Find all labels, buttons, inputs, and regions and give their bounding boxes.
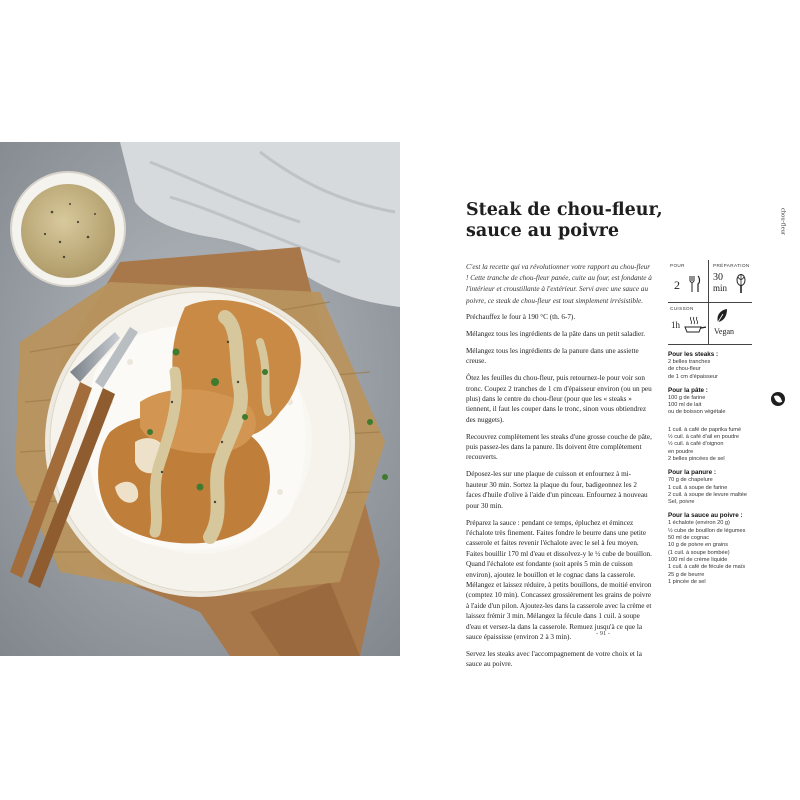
ingredient-group [668,387,752,417]
recipe-steps [466,312,652,676]
ingredient-line: 2 belles pincées de sel [668,455,725,462]
chapter-tab-label: chou-fleur [779,207,787,236]
ingredient-group [668,427,752,463]
ingredients-list [668,351,752,586]
cook-label: CUISSON [670,306,694,311]
prep-cell [711,260,751,302]
ingredient-group-heading: Pour les steaks : [668,351,719,358]
step: Recouvrez complètement les steaks d'une grosse couche de pâte, puis passez-les dans la panure. Ils doivent être complètement recouverts. [466,432,652,462]
ingredient-group [668,512,752,586]
ingredient-line: 25 g de beurre [668,571,705,578]
recipe-sidebar [668,260,752,592]
title-line-1: Steak de chou-fleur, [466,200,663,220]
ingredient-line: 1 pincée de sel [668,578,706,585]
cook-value: 1h [671,320,680,330]
ingredient-line: ½ cuil. à café d'ail en poudre [668,434,740,441]
step: Mélangez tous les ingrédients de la panure dans une assiette creuse. [466,346,639,366]
step: Déposez-les sur une plaque de cuisson et enfournez à mi-hauteur 30 min. Sortez la plaque du four, badigeonnez les 2 faces d'huile d'olive à l'aide d'un pinceau. Enfournez à nouveau pour 30 min. [466,470,648,510]
leaf-icon [715,308,729,324]
ingredient-line: 10 g de poivre en grains [668,542,729,549]
step: Servez les steaks avec l'accompagnement de votre choix et la sauce au poivre. [466,649,642,669]
recipe-intro: C'est la recette qui va révolutionner votre rapport au chou-fleur ! Cette tranche de chou-fleur panée, cuite au four, est fondante à l'intérieur et croustillante à l'extérieur. Servi avec une sauce au poivre, ce steak de chou-fleur est tout simplement irrésistible. [466,263,652,305]
servings-value: 2 [674,278,680,292]
cook-cell [668,303,708,345]
prep-value: 30 [713,272,723,283]
cutlery-icon [688,275,702,293]
recipe-meta-grid [668,260,752,345]
servings-cell [668,260,708,302]
step: Mélangez tous les ingrédients de la pâte dans un petit saladier. [466,329,646,338]
prep-unit: min [713,283,728,293]
vegan-leaf-icon [771,392,785,406]
ingredient-line: ½ cube de bouillon de légumes [668,527,746,534]
ingredient-group-heading: Pour la sauce au poivre : [668,512,743,520]
step: Préparez la sauce : pendant ce temps, épluchez et émincez l'échalote très finement. Faites fondre le beurre dans une petite casserole et faites revenir l'échalote avec le sel à feu moyen. Faites bouillir 170 ml d'eau et dissolvez-y le ½ cube de bouillon. Quand l'échalote est fondante (soit après 5 min de cuisson environ), ajoutez le bouillon et le cognac dans la casserole. Mélangez et laissez réduire, à petits bouillons, de moitié environ (comptez 10 min). Concassez grossièrement les grains de poivre à l'aide d'un pilon. Ajoutez-les dans la casserole avec la crème et laissez frémir 3 min. Mélangez la fécule dans 1 cuil. à soupe d'eau et versez-la dans la casserole. Remuez jusqu'à ce que la sauce épaississe (environ 2 à 3 min). [466,518,652,641]
pan-icon [682,315,706,337]
ingredient-line: 1 cuil. à soupe de farine [668,484,728,491]
ingredient-group-heading: Pour la panure : [668,469,716,477]
ingredient-group-heading: Pour la pâte : [668,386,708,394]
prep-label: PRÉPARATION [713,263,750,268]
ingredient-line: 2 belles tranches [668,359,711,365]
ingredient-line: (1 cuil. à soupe bombée) [668,549,730,556]
title-line-2: sauce au poivre [466,221,620,241]
recipe-photo [0,142,400,656]
page-number: - 91 - [596,630,611,637]
servings-label: POUR [670,263,685,268]
ingredient-line: ou de boisson végétale [668,409,726,416]
book-spread [0,142,800,669]
ingredient-line: en poudre [668,448,694,455]
ingredient-line: 50 ml de cognac [668,535,710,542]
recipe-title [466,200,696,242]
ingredient-line: 100 ml de lait [668,402,702,409]
ingredient-line: 1 cuil. à café de fécule de maïs [668,564,746,571]
ingredient-line: Sel, poivre [668,499,695,506]
ingredient-group [668,469,752,506]
ingredient-line: de chou-fleur [668,366,701,373]
ingredient-line: ½ cuil. à café d'oignon [668,441,724,448]
ingredient-line: 100 ml de crème liquide [668,556,728,563]
ingredient-group [668,351,752,381]
dish-illustration [0,142,400,656]
step: Ôtez les feuilles du chou-fleur, puis retournez-le pour voir son tronc. Coupez 2 tranches de 1 cm d'épaisseur environ (ou un peu plus) dans le centre du chou-fleur (pour que les « steaks » tiennent, il faut les couper dans le tronc, sinon vous obtiendrez des nuggets). [466,374,652,424]
ingredient-line: 1 échalote (environ 20 g) [668,520,730,527]
vegan-label: Vegan [714,327,734,336]
vegan-cell [711,303,751,345]
chapter-tab [778,200,788,250]
ingredient-line: 70 g de chapelure [668,477,713,484]
ingredient-line: 2 cuil. à soupe de levure maltée [668,491,747,498]
recipe-page [400,142,800,669]
ingredient-line: 1 cuil. à café de paprika fumé [668,426,742,433]
step: Préchauffez le four à 190 °C (th. 6-7). [466,313,576,321]
ingredient-line: de 1 cm d'épaisseur [668,373,718,380]
whisk-icon [735,274,747,294]
ingredient-line: 100 g de farine [668,394,706,401]
